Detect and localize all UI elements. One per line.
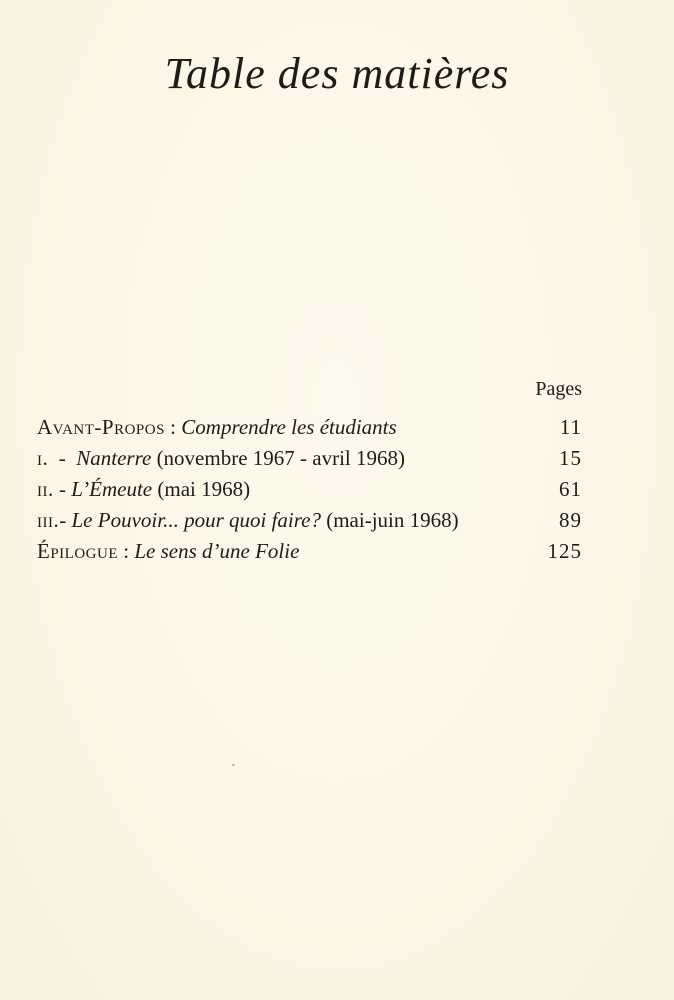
toc-entry-title: Le Pouvoir... pour quoi faire? <box>71 508 321 532</box>
toc-entry-label <box>37 474 250 505</box>
toc-entry-separator: : <box>164 415 182 439</box>
paper-speck <box>232 764 235 766</box>
toc-entry-chapter-1 <box>37 443 582 474</box>
toc-entry-page-number: 125 <box>547 539 582 563</box>
toc-entry-page-number: 15 <box>559 446 582 470</box>
toc-entry-suffix: (novembre 1967 - avril 1968) <box>151 446 405 470</box>
toc-entry-prefix: iii. <box>37 508 60 532</box>
toc-entry-suffix: (mai 1968) <box>152 477 251 501</box>
toc-entry-chapter-3 <box>37 505 582 536</box>
toc-entry-avant-propos <box>37 412 582 443</box>
toc-entry-label <box>37 412 397 443</box>
toc-entry-label <box>37 505 459 536</box>
pages-column-header: Pages <box>535 378 582 400</box>
toc-entry-title: Nanterre <box>76 446 152 470</box>
toc-entry-prefix: i. <box>37 446 49 470</box>
toc-entry-prefix: Épilogue <box>37 539 118 563</box>
page-title: Table des matières <box>164 49 510 98</box>
toc-entry-separator: : <box>118 539 135 563</box>
toc-entry-separator: - <box>48 446 77 470</box>
toc-entry-page-number: 89 <box>559 508 582 532</box>
toc-entry-page-number: 61 <box>559 477 582 501</box>
toc-entry-chapter-2 <box>37 474 582 505</box>
toc-entry-separator: - <box>53 477 72 501</box>
toc-entry-prefix: Avant-Propos <box>37 415 165 439</box>
toc-entry-page-number: 11 <box>559 415 582 439</box>
table-of-contents <box>37 412 582 567</box>
toc-entry-prefix: ii. <box>37 477 54 501</box>
toc-entry-separator: - <box>59 508 72 532</box>
toc-entry-suffix: (mai-juin 1968) <box>320 508 459 532</box>
toc-entry-title: Le sens d’une Folie <box>134 539 300 563</box>
toc-entry-title: Comprendre les étudiants <box>181 415 397 439</box>
toc-entry-label <box>37 536 299 567</box>
toc-entry-label <box>37 443 405 474</box>
toc-entry-epilogue <box>37 536 582 567</box>
toc-entry-title: L’Émeute <box>71 477 153 501</box>
